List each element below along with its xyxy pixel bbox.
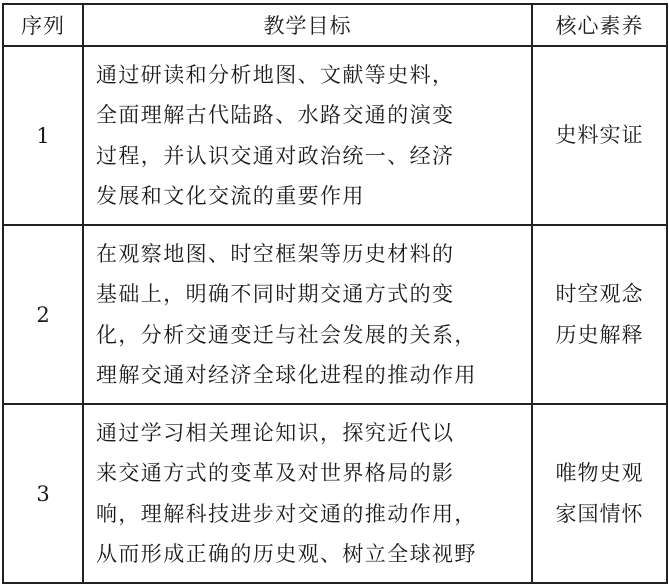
header-row xyxy=(3,4,667,46)
competency-item: 时空观念 xyxy=(555,281,644,306)
goal-line: 发展和文化交流的重要作用 xyxy=(96,184,365,208)
row-goal xyxy=(83,404,532,583)
table-row xyxy=(3,404,667,583)
row-goal xyxy=(83,46,532,225)
goal-line: 基础上，明确不同时期交通方式的变 xyxy=(96,282,455,306)
goal-line: 过程，并认识交通对政治统一、经济 xyxy=(96,143,455,168)
row-index: 2 xyxy=(3,225,83,404)
goal-line: 化，分析交通变迁与社会发展的关系， xyxy=(96,322,477,347)
row-index: 3 xyxy=(3,404,83,583)
goal-line: 在观察地图、时空框架等历史材料的 xyxy=(96,241,455,266)
header-goal: 教学目标 xyxy=(83,4,532,46)
competency-item: 史料实证 xyxy=(555,123,644,147)
row-competency xyxy=(532,46,667,225)
teaching-goals-table xyxy=(2,3,668,584)
row-competency xyxy=(532,225,667,404)
header-competency: 核心素养 xyxy=(532,4,667,46)
goal-line: 理解交通对经济全球化进程的推动作用 xyxy=(96,363,477,387)
table-row xyxy=(3,46,667,225)
competency-item: 历史解释 xyxy=(555,322,644,347)
competency-item: 家国情怀 xyxy=(555,501,644,526)
goal-line: 通过学习相关理论知识，探究近代以 xyxy=(96,420,455,445)
row-competency xyxy=(532,404,667,583)
goal-line: 从而形成正确的历史观、树立全球视野 xyxy=(96,542,477,566)
table-row xyxy=(3,225,667,404)
goal-line: 响，理解科技进步对交通的推动作用， xyxy=(96,501,477,526)
goal-line: 来交通方式的变革及对世界格局的影 xyxy=(96,461,455,485)
row-index: 1 xyxy=(3,46,83,225)
goal-line: 全面理解古代陆路、水路交通的演变 xyxy=(96,103,455,127)
goal-line: 通过研读和分析地图、文献等史料， xyxy=(96,62,455,87)
row-goal xyxy=(83,225,532,404)
header-index: 序列 xyxy=(3,4,83,46)
competency-item: 唯物史观 xyxy=(555,460,644,485)
